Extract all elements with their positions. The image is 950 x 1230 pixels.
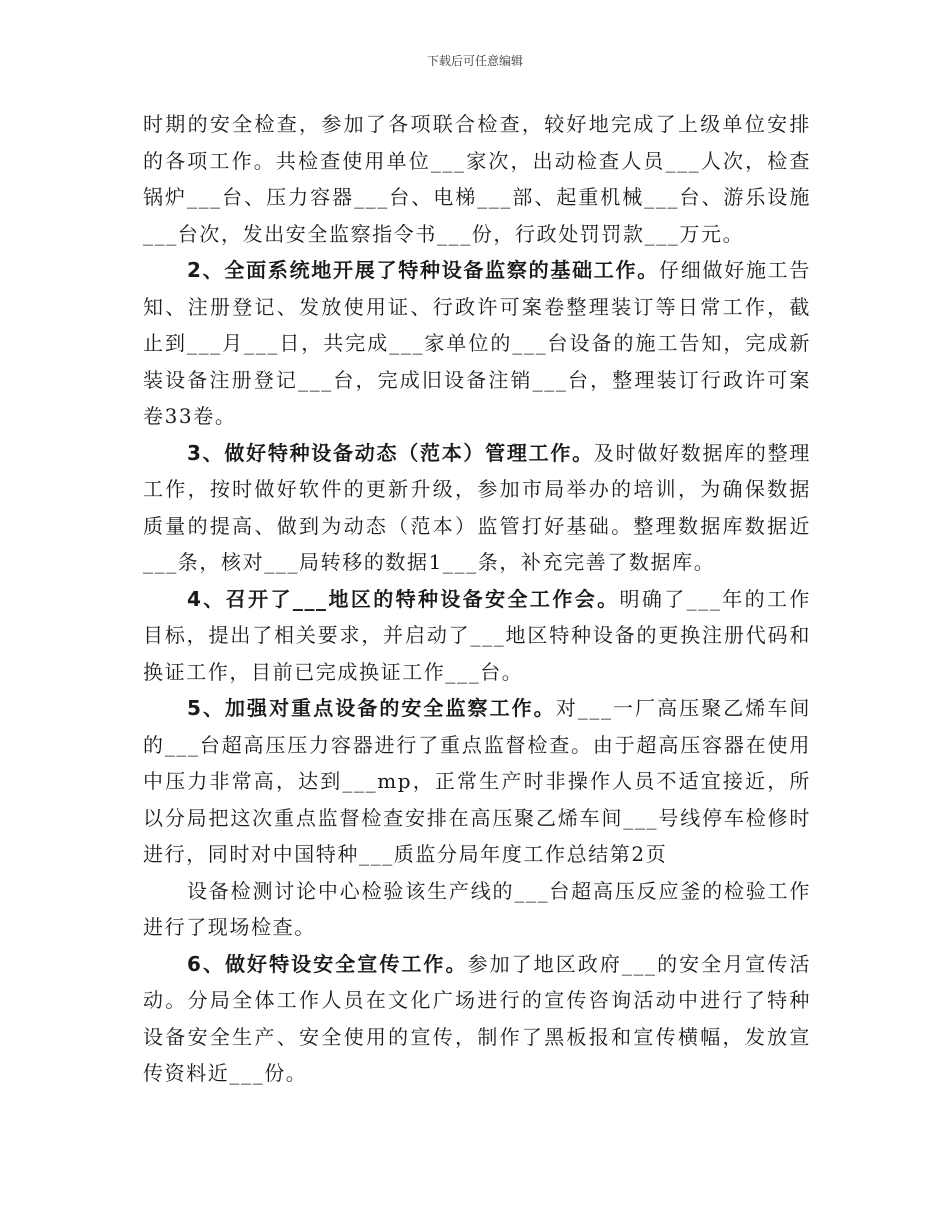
paragraph-5 <box>143 690 811 873</box>
paragraph-heading: 3、做好特种设备动态（范本）管理工作。 <box>187 440 594 465</box>
paragraph-6 <box>143 873 811 946</box>
paragraph-3 <box>143 435 811 581</box>
paragraph-text: 设备检测讨论中心检验该生产线的___台超高压反应釜的检验工作进行了现场检查。 <box>143 878 811 939</box>
paragraph-heading: 6、做好特设安全宣传工作。 <box>187 951 468 976</box>
paragraph-4 <box>143 581 811 691</box>
paragraph-heading: 4、召开了___地区的特种设备安全工作会。 <box>187 586 620 611</box>
paragraph-text: 对___一厂高压聚乙烯车间的___台超高压压力容器进行了重点监督检查。由于超高压容器在使用中压力非常高，达到___mp，正常生产时非操作人员不适宜接近，所以分局把这次重点监督检查安排在高压聚乙烯车间___号线停车检修时进行，同时对中国特种___质监分局年度工作总结第2页 <box>143 696 811 866</box>
paragraph-7 <box>143 946 811 1092</box>
paragraph-text: 参加了地区政府___的安全月宣传活动。分局全体工作人员在文化广场进行的宣传咨询活动中进行了特种设备安全生产、安全使用的宣传，制作了黑板报和宣传横幅，发放宣传资料近___份。 <box>143 951 811 1085</box>
paragraph-heading: 2、全面系统地开展了特种设备监察的基础工作。 <box>187 258 660 282</box>
paragraph-text: 仔细做好施工告知、注册登记、发放使用证、行政许可案卷整理装订等日常工作，截止到___月___日，共完成___家单位的___台设备的施工告知，完成新装设备注册登记___台，完成旧设备注销___台，整理装订行政许可案卷33卷。 <box>143 258 812 428</box>
paragraph-text: 明确了___年的工作目标，提出了相关要求，并启动了___地区特种设备的更换注册代码和换证工作，目前已完成换证工作___台。 <box>143 586 812 684</box>
paragraph-heading: 5、加强对重点设备的安全监察工作。 <box>187 696 556 720</box>
paragraph-2 <box>143 252 811 435</box>
document-body <box>143 106 811 1092</box>
page-header-note: 下载后可任意编辑 <box>426 54 523 68</box>
paragraph-text: 时期的安全检查，参加了各项联合检查，较好地完成了上级单位安排的各项工作。共检查使用单位___家次，出动检查人员___人次，检查锅炉___台、压力容器___台、电梯___部、起重机械___台、游乐设施___台次，发出安全监察指令书___份，行政处罚罚款___万元。 <box>143 112 811 246</box>
paragraph-text: 及时做好数据库的整理工作，按时做好软件的更新升级，参加市局举办的培训，为确保数据质量的提高、做到为动态（范本）监管打好基础。整理数据库数据近___条，核对___局转移的数据1___条，补充完善了数据库。 <box>143 440 811 574</box>
paragraph-1 <box>143 106 811 252</box>
